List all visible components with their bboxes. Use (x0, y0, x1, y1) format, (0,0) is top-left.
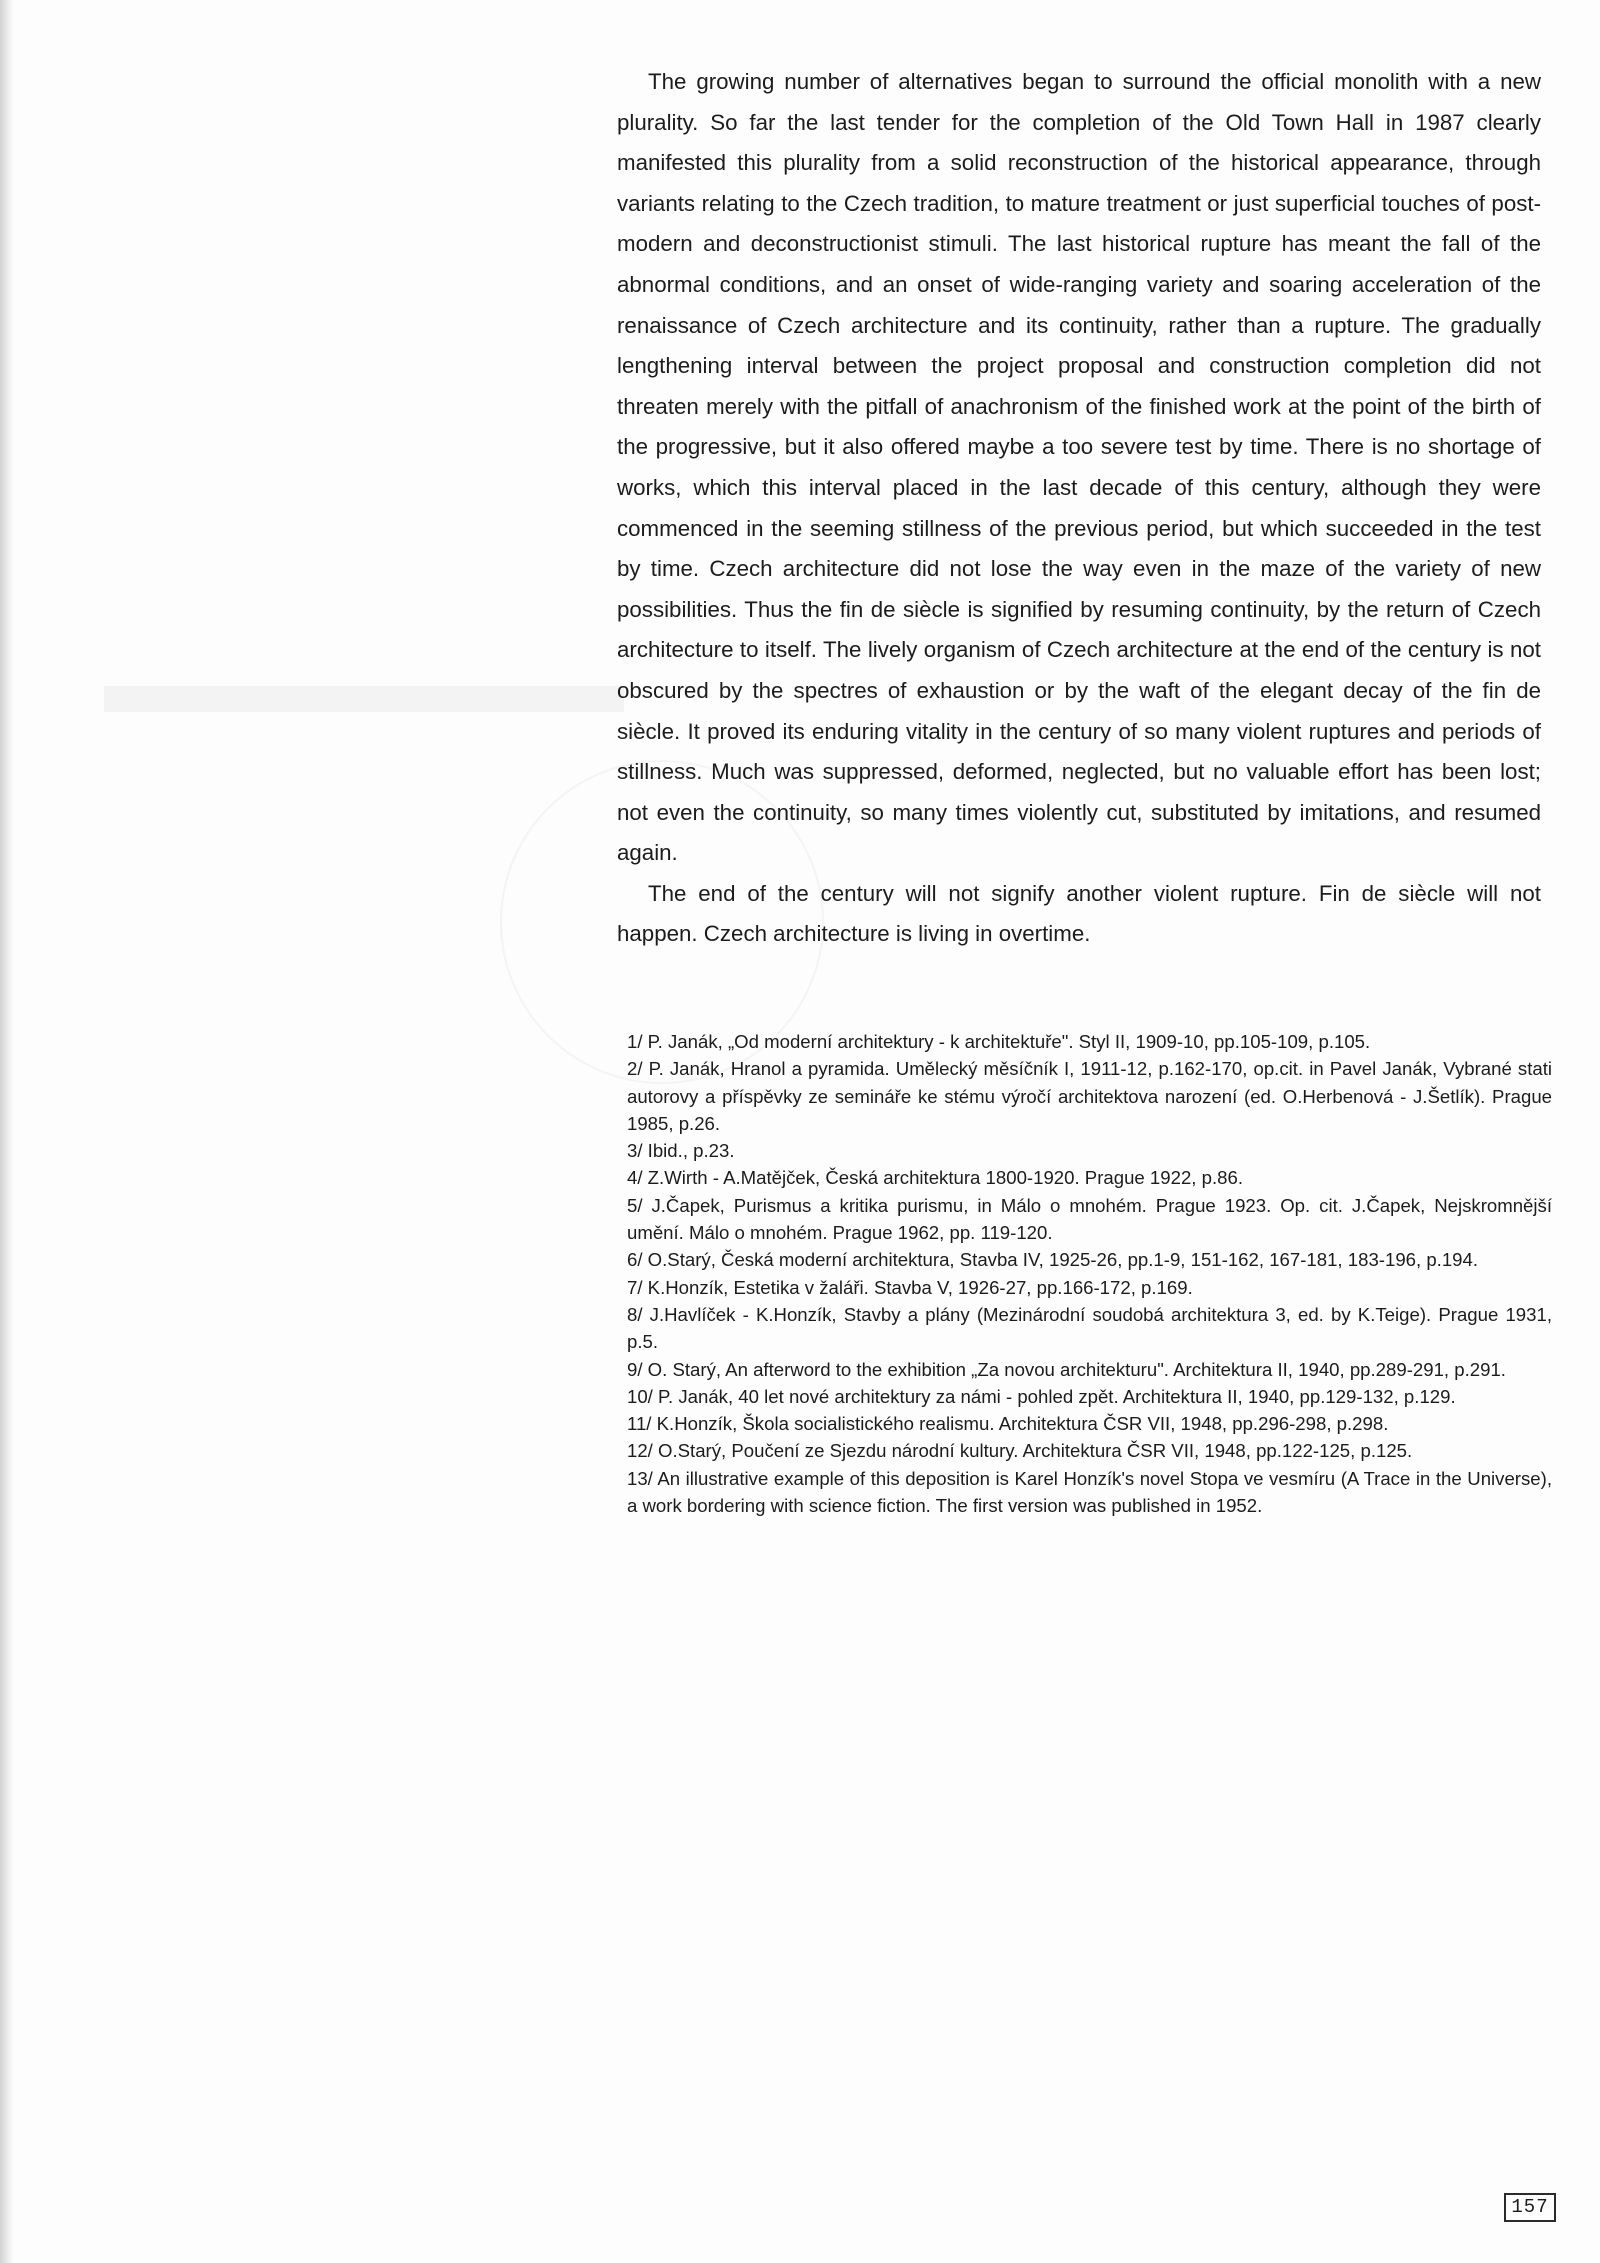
endnote: 5/ J.Čapek, Purismus a kritika purismu, in Málo o mnohém. Prague 1923. Op. cit. J.Čapek, Nejskromnější umění. Málo o mnohém. Prague 1962, pp. 119-120. (627, 1194, 1552, 1244)
endnote: 6/ O.Starý, Česká moderní architektura, Stavba IV, 1925-26, pp.1-9, 151-162, 167-181, 183-196, p.194. (627, 1249, 1479, 1271)
endnote: 9/ O. Starý, An afterword to the exhibition „Za novou architekturu". Architektura II, 1940, pp.289-291, p.291. (627, 1358, 1506, 1380)
endnote: 2/ P. Janák, Hranol a pyramida. Umělecký měsíčník I, 1911-12, p.162-170, op.cit. in Pavel Janák, Vybrané stati autorovy a příspěvky ze semináře ke stému výročí architektova narození (ed. O.Herbenová - J.Šetlík). Prague 1985, p.26. (627, 1058, 1552, 1134)
page-gutter-shadow (0, 0, 14, 2263)
body-text (617, 62, 1541, 955)
endnote: 4/ Z.Wirth - A.Matějček, Česká architektura 1800-1920. Prague 1922, p.86. (627, 1167, 1243, 1189)
endnote: 12/ O.Starý, Poučení ze Sjezdu národní kultury. Architektura ČSR VII, 1948, pp.122-125, p.125. (627, 1440, 1413, 1462)
endnote: 10/ P. Janák, 40 let nové architektury za námi - pohled zpět. Architektura II, 1940, pp.129-132, p.129. (627, 1385, 1456, 1407)
show-through-band (104, 686, 624, 712)
endnote: 7/ K.Honzík, Estetika v žaláři. Stavba V, 1926-27, pp.166-172, p.169. (627, 1276, 1193, 1298)
endnote: 11/ K.Honzík, Škola socialistického realismu. Architektura ČSR VII, 1948, pp.296-298, p.298. (627, 1413, 1389, 1435)
body-paragraph: The end of the century will not signify another violent rupture. Fin de siècle will not happen. Czech architecture is living in overtime. (617, 880, 1541, 947)
endnote: 1/ P. Janák, „Od moderní architektury - k architektuře". Styl II, 1909-10, pp.105-109, p.105. (627, 1031, 1371, 1052)
endnote: 8/ J.Havlíček - K.Honzík, Stavby a plány (Mezinárodní soudobá architektura 3, ed. by K.Teige). Prague 1931, p.5. (627, 1303, 1552, 1353)
endnote: 13/ An illustrative example of this deposition is Karel Honzík's novel Stopa ve vesmíru (A Trace in the Universe), a work bordering with science fiction. The first version was published in 1952. (627, 1467, 1552, 1517)
page-number: 157 (1504, 2193, 1556, 2222)
endnotes (627, 1028, 1552, 1519)
body-paragraph: The growing number of alternatives began to surround the official monolith with a new plurality. So far the last tender for the completion of the Old Town Hall in 1987 clearly manifested this plurality from a solid reconstruction of the historical appearance, through variants relating to the Czech tradition, to mature treatment or just superficial touches of post-modern and deconstructionist stimuli. The last historical rupture has meant the fall of the abnormal conditions, and an onset of wide-ranging variety and soaring acceleration of the renaissance of Czech architecture and its continuity, rather than a rupture. The gradually lengthening interval between the project proposal and construction completion did not threaten merely with the pitfall of anachronism of the finished work at the point of the birth of the progressive, but it also offered maybe a too severe test by time. There is no shortage of works, which this interval placed in the last decade of this century, although they were commenced in the seeming stillness of the previous period, but which succeeded in the test by time. Czech architecture did not lose the way even in the maze of the variety of new possibilities. Thus the fin de siècle is signified by resuming continuity, by the return of Czech architecture to itself. The lively organism of Czech architecture at the end of the century is not obscured by the spectres of exhaustion or by the waft of the elegant decay of the fin de siècle. It proved its enduring vitality in the century of so many violent ruptures and periods of stillness. Much was suppressed, deformed, neglected, but no valuable effort has been lost; not even the continuity, so many times violently cut, substituted by imitations, and resumed again. (617, 69, 1541, 866)
endnote: 3/ Ibid., p.23. (627, 1140, 735, 1162)
